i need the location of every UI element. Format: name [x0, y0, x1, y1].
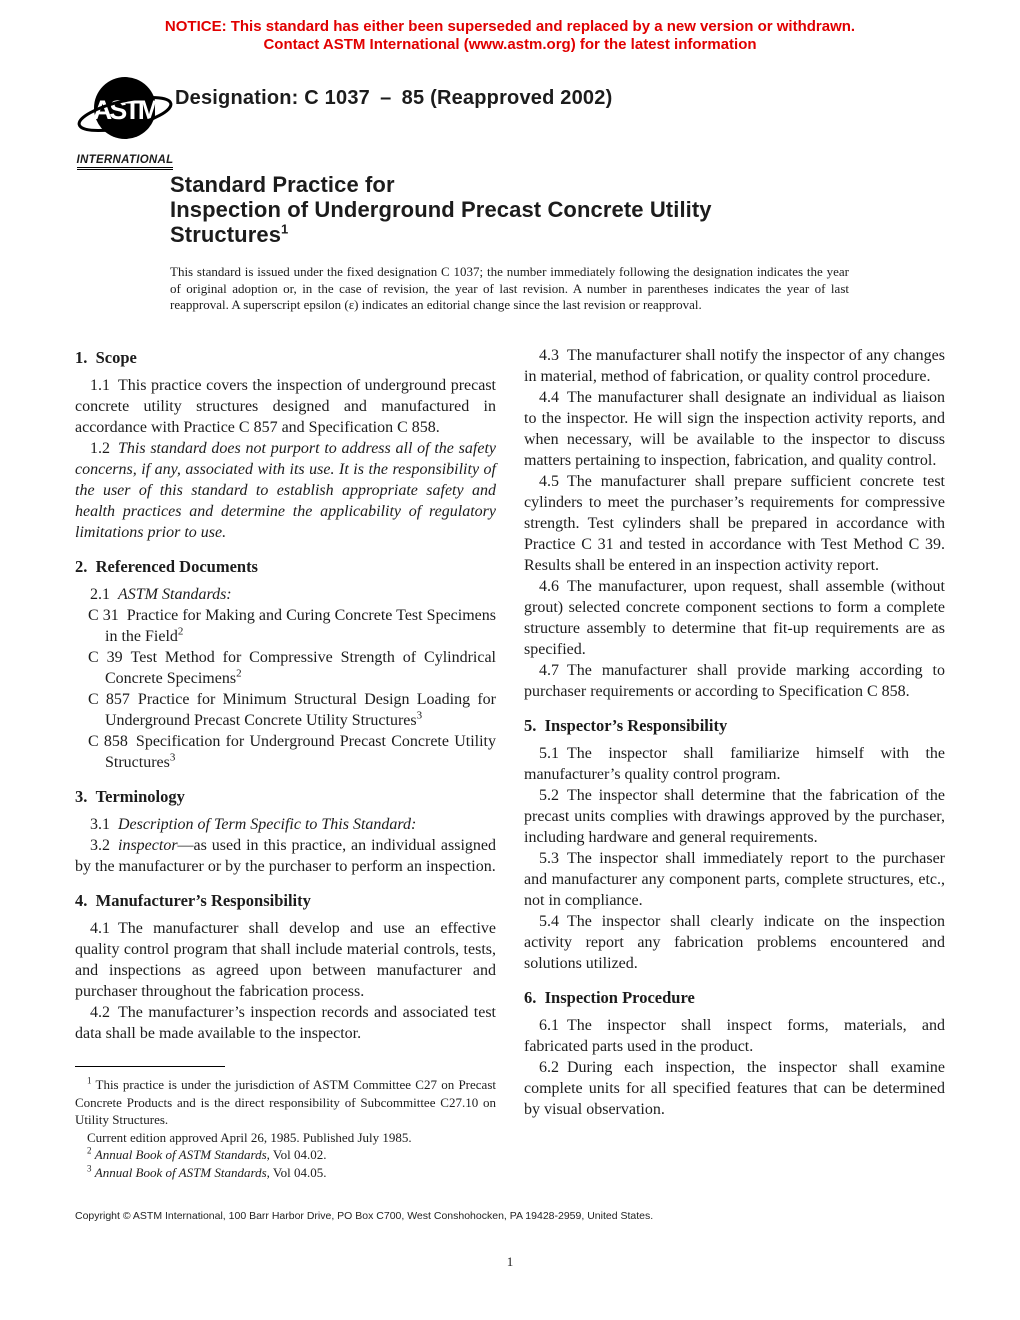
title-line-2: Inspection of Underground Precast Concrete Utility	[170, 197, 712, 222]
paragraph: 4.5 The manufacturer shall prepare sufficient concrete test cylinders to meet the purchaser’s requirements for compressive strength. Test cylinders shall be prepared in accordance with Practice C 31 and tested in accordance with Test Method C 39. Results shall be entered in an inspection activity report.	[524, 473, 945, 574]
paragraph: 4.2 The manufacturer’s inspection records and associated test data shall be made available to the inspector.	[75, 1004, 496, 1042]
svg-text:ASTM: ASTM	[92, 95, 158, 125]
paragraph: 5.3 The inspector shall immediately report to the purchaser and manufacturer any component parts, complete structures, etc., not in compliance.	[524, 850, 945, 909]
section-heading: 3. Terminology	[75, 787, 185, 806]
footnote-divider	[75, 1066, 225, 1067]
paragraph: 6.2 During each inspection, the inspector shall examine complete units for all specified features that can be determined by visual observation.	[524, 1059, 945, 1118]
paragraph: Current edition approved April 26, 1985. Published July 1985.	[87, 1129, 412, 1145]
paragraph: 4.3 The manufacturer shall notify the inspector of any changes in material, method of fabrication, or quality control procedure.	[524, 347, 945, 385]
section-heading: 6. Inspection Procedure	[524, 988, 695, 1007]
left-column	[75, 345, 496, 1181]
page-number: 1	[506, 1254, 514, 1269]
paragraph: $^3$ Annual Book of ASTM Standards, Vol 04.05.	[87, 1163, 327, 1180]
notice-line-1: NOTICE: This standard has either been superseded and replaced by a new version or withdrawn.	[164, 18, 856, 35]
logo-international-label: INTERNATIONAL	[77, 154, 174, 170]
paragraph: 1.2 This standard does not purport to address all of the safety concerns, if any, associated with its use. It is the responsibility of the user of this standard to establish appropriate safety and health practices and determine the applicability of regulatory limitations prior to use.	[75, 440, 496, 541]
paragraph: 4.1 The manufacturer shall develop and use an effective quality control program that shall include material controls, tests, and inspections as agreed upon between manufacturer and purchaser throughout the fabrication process.	[75, 920, 496, 1000]
supersession-notice	[0, 18, 1020, 54]
paragraph: 5.4 The inspector shall clearly indicate on the inspection activity report any fabrication problems encountered and solutions utilized.	[524, 913, 945, 972]
paragraph: $^2$ Annual Book of ASTM Standards, Vol 04.02.	[87, 1145, 327, 1162]
paragraph: 3.2 inspector—as used in this practice, an individual assigned by the manufacturer or by the purchaser to perform an inspection.	[75, 837, 496, 875]
body-columns	[75, 345, 945, 1181]
paragraph: 4.6 The manufacturer, upon request, shall assemble (without grout) selected concrete component sections to form a complete structure assembly to determine that fit-up requirements are as specified.	[524, 578, 945, 658]
issued-under-note: This standard is issued under the fixed designation C 1037; the number immediately following the designation indicates the year of original adoption or, in the case of revision, the year of last revision. A number in parentheses indicates the year of last reapproval. A superscript epsilon (ε) indicates an editorial change since the last revision or reapproval.	[170, 264, 849, 312]
paragraph: 5.1 The inspector shall familiarize himself with the manufacturer’s quality control program.	[524, 745, 945, 783]
section-heading: 1. Scope	[75, 348, 137, 367]
paragraph: C 31 Practice for Making and Curing Concrete Test Specimens in the Field$^2$	[88, 607, 496, 645]
paragraph: 1.1 This practice covers the inspection of underground precast concrete utility structures designed and manufactured in accordance with Practice C 857 and Specification C 858.	[75, 377, 496, 436]
section-heading: 5. Inspector’s Responsibility	[524, 716, 728, 735]
title-footnote-marker: 1	[281, 221, 289, 237]
footnotes	[75, 1066, 496, 1181]
designation-line: Designation: C 1037 – 85 (Reapproved 2002)	[175, 87, 613, 109]
paragraph: 4.4 The manufacturer shall designate an individual as liaison to the inspector. He will sign the inspection activity reports, and when necessary, will be available to the inspector to discuss matters pertaining to inspection, fabrication, and quality control.	[524, 389, 945, 469]
astm-logo	[72, 74, 178, 170]
section-heading: 2. Referenced Documents	[75, 557, 258, 576]
right-column	[524, 345, 945, 1181]
notice-line-2: Contact ASTM International (www.astm.org) for the latest information	[263, 36, 757, 53]
paragraph: 2.1 ASTM Standards:	[90, 586, 232, 603]
paragraph: 3.1 Description of Term Specific to This Standard:	[90, 816, 417, 833]
astm-globe-icon	[75, 74, 175, 150]
paragraph: 6.1 The inspector shall inspect forms, materials, and fabricated parts used in the product.	[524, 1017, 945, 1055]
title-line-1: Standard Practice for	[170, 172, 395, 197]
title-line-3: Structures$^1$	[170, 221, 289, 247]
copyright-line: Copyright © ASTM International, 100 Barr Harbor Drive, PO Box C700, West Conshohocken, PA 19428-2959, United States.	[75, 1210, 654, 1222]
paragraph: C 857 Practice for Minimum Structural Design Loading for Underground Precast Concrete Utility Structures$^3$	[88, 691, 496, 729]
paragraph: C 858 Specification for Underground Precast Concrete Utility Structures$^3$	[88, 733, 496, 771]
paragraph: $^1$ This practice is under the jurisdiction of ASTM Committee C27 on Precast Concrete Products and is the direct responsibility of Subcommittee C27.10 on Utility Structures.	[75, 1075, 496, 1127]
section-heading: 4. Manufacturer’s Responsibility	[75, 891, 311, 910]
paragraph: C 39 Test Method for Compressive Strength of Cylindrical Concrete Specimens$^2$	[88, 649, 496, 687]
paragraph: 5.2 The inspector shall determine that the fabrication of the precast units complies with drawings approved by the purchaser, including hardware and general requirements.	[524, 787, 945, 846]
paragraph: 4.7 The manufacturer shall provide marking according to purchaser requirements or according to Specification C 858.	[524, 662, 945, 700]
document-title	[170, 172, 890, 247]
